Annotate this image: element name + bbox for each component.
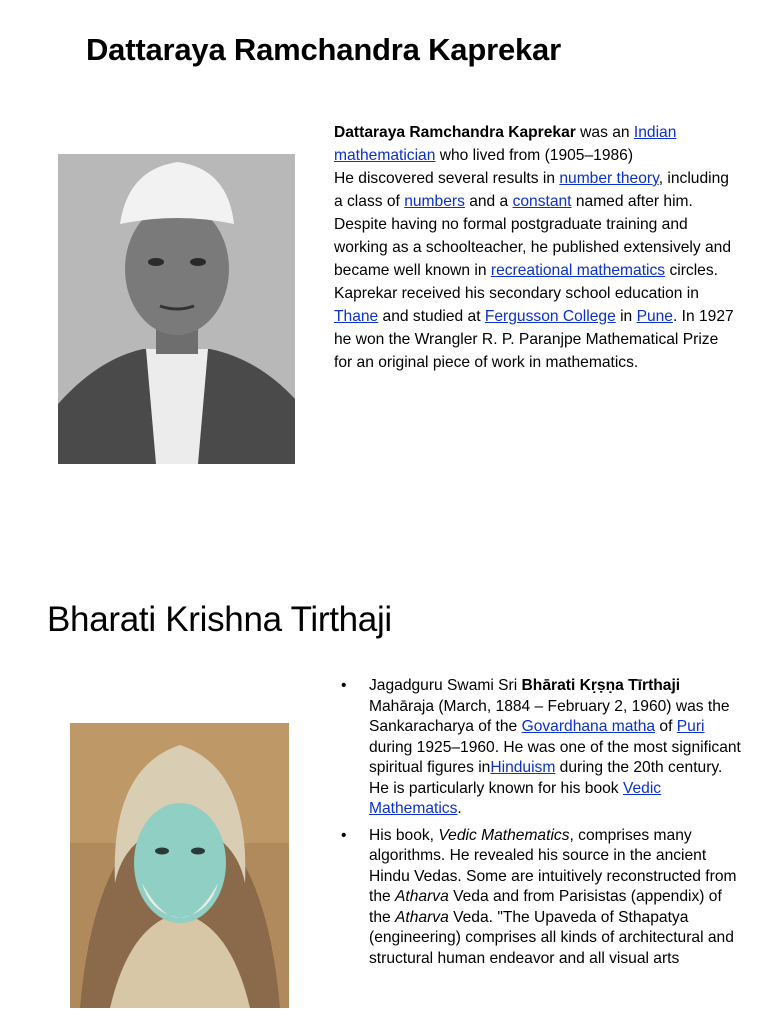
link-puri[interactable]: Puri (676, 718, 705, 735)
portrait-tirthaji-image (70, 723, 289, 1008)
bio-text: He discovered several results in (334, 170, 560, 187)
bullet-item-2 (341, 826, 741, 970)
link-vedic-mathematics[interactable]: Vedic Mathematics (369, 779, 662, 817)
bio-text: Jagadguru Swami Sri (369, 677, 522, 694)
bio-para-results (334, 167, 734, 213)
bio-para-intro (334, 121, 734, 167)
bio-name-bold: Bhārati Kṛṣṇa Tīrthaji (521, 677, 681, 694)
slide-tirthaji (0, 512, 768, 1024)
link-thane[interactable]: Thane (334, 308, 379, 325)
portrait-tirthaji (70, 723, 289, 1008)
link-fergusson-college[interactable]: Fergusson College (484, 308, 616, 325)
portrait-kaprekar-image (58, 154, 295, 464)
link-constant[interactable]: constant (512, 193, 572, 210)
bio-text: , including a class of (334, 170, 729, 210)
bio-text: His book, (369, 826, 439, 844)
bio-text: Veda and from Parisistas (appendix) of the (369, 888, 722, 926)
bullet-glyph: • (341, 826, 347, 844)
bullet-glyph: • (341, 677, 347, 694)
bio-italic: Atharva (395, 908, 449, 926)
link-indian[interactable]: Indian (633, 124, 677, 141)
link-mathematician[interactable]: mathematician (334, 147, 436, 164)
bio-tirthaji-list (341, 676, 741, 975)
slide-title-tirthaji: Bharati Krishna Tirthaji (47, 600, 392, 639)
bio-text: Mahāraja (March, 1884 – February 2, 1960) was the Sankaracharya of the (369, 697, 730, 735)
bio-text: was an (575, 124, 634, 141)
bullet-item-1 (341, 676, 741, 820)
bio-text: Veda. "The Upaveda of Sthapatya (engineering) comprises all kinds of architectural and structural human endeavor and all visual arts (369, 908, 734, 967)
bio-text: during 1925–1960. He was one of the most significant spiritual figures in (369, 738, 741, 776)
portrait-kaprekar (58, 154, 295, 464)
bio-text: . In 1927 he won the Wrangler R. P. Paranjpe Mathematical Prize for an original piece of work in mathematics. (334, 308, 734, 371)
bio-text: Despite having no formal postgraduate training and working as a schoolteacher, he published extensively and became well known in (334, 216, 732, 279)
bio-text: and a (464, 193, 513, 210)
link-numbers[interactable]: numbers (404, 193, 465, 210)
bio-text: . (457, 800, 462, 817)
bio-para-career (334, 213, 734, 282)
link-recreational-mathematics[interactable]: recreational mathematics (490, 262, 666, 279)
bio-text: during the 20th century. He is particularly known for his book (369, 759, 723, 797)
bio-text: who lived from (1905–1986) (435, 147, 634, 164)
bio-para-education (334, 282, 734, 374)
link-number-theory[interactable]: number theory (559, 170, 659, 187)
bio-text: and studied at (378, 308, 485, 325)
bio-text: Kaprekar received his secondary school education in (334, 285, 699, 302)
link-hinduism[interactable]: Hinduism (490, 759, 556, 776)
bio-name-bold: Dattaraya Ramchandra Kaprekar (334, 124, 576, 141)
slide-title-kaprekar: Dattaraya Ramchandra Kaprekar (86, 32, 561, 67)
bio-text: circles. (665, 262, 718, 279)
bio-text: , comprises many algorithms. He revealed his source in the ancient Hindu Vedas. Some are intuitively reconstructed from the (369, 826, 737, 905)
bio-kaprekar (334, 121, 734, 374)
link-govardhana-matha[interactable]: Govardhana matha (521, 718, 656, 735)
link-pune[interactable]: Pune (636, 308, 673, 325)
bio-italic: Atharva (395, 888, 449, 905)
bio-text: named after him. (571, 193, 693, 210)
bio-text: of (655, 718, 677, 735)
bio-italic: Vedic Mathematics (438, 826, 570, 844)
bio-text: in (615, 308, 637, 325)
